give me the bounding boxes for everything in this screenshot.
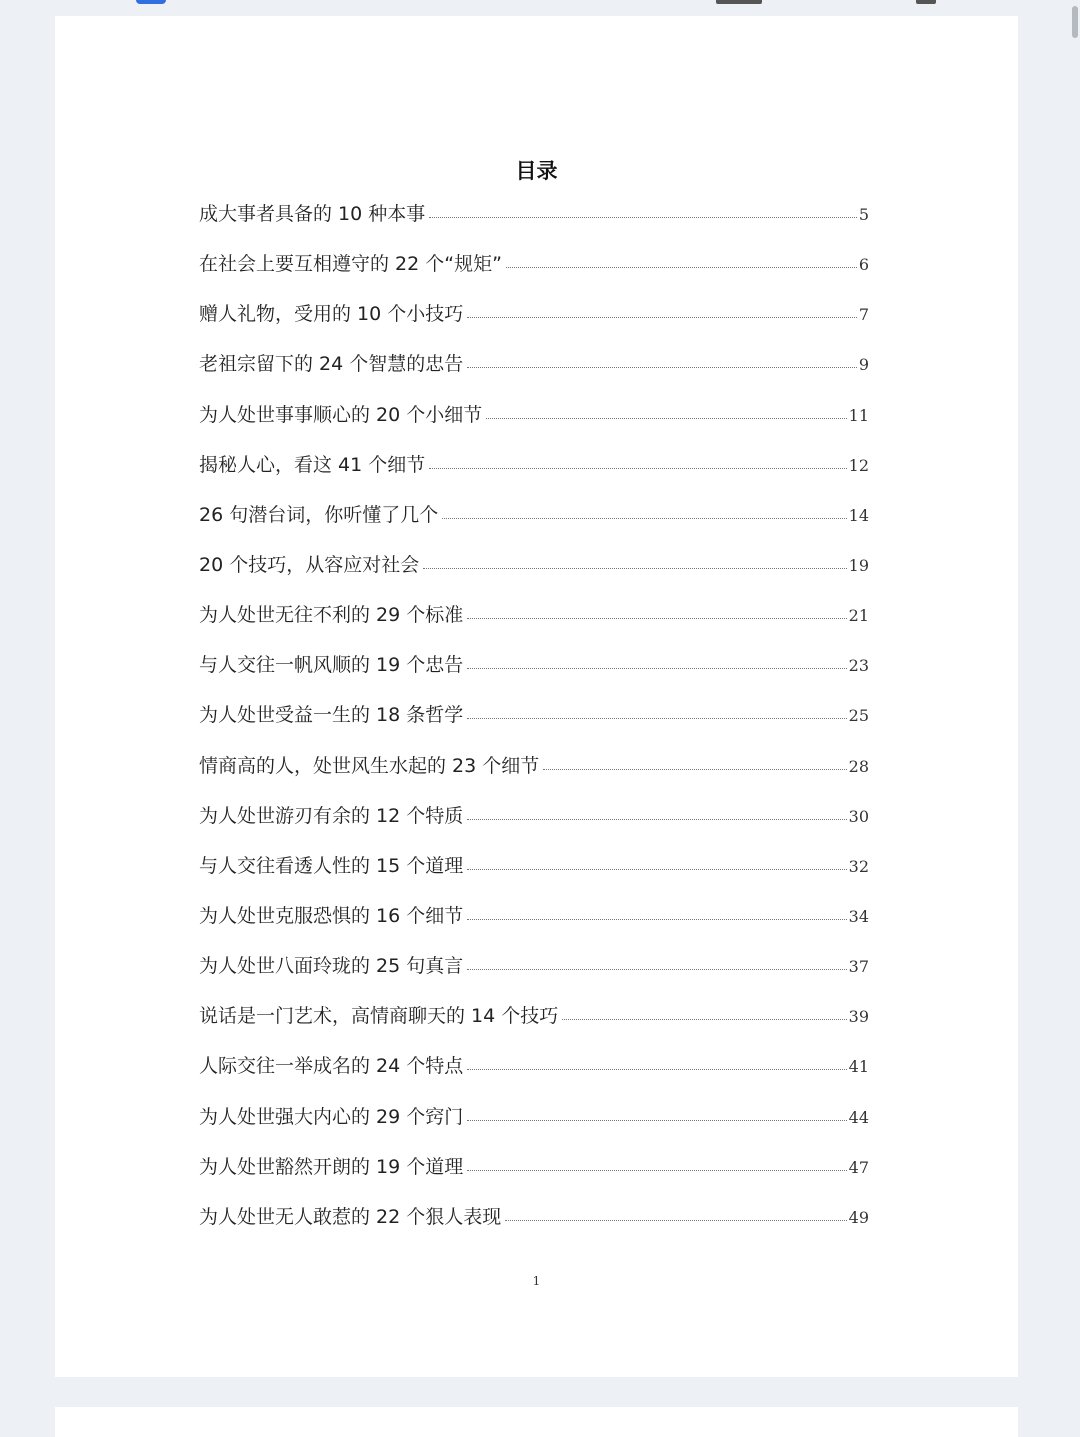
toc-entry-page-number: 12: [848, 455, 869, 475]
toc-entry[interactable]: [199, 751, 869, 801]
toc-entry-label: 为人处世强大内心的 29 个窍门: [199, 1105, 464, 1128]
toc-entry[interactable]: [199, 1202, 869, 1252]
toc-entry[interactable]: [199, 700, 869, 750]
dot-leader: [486, 417, 846, 419]
toc-entry-label: 揭秘人心，看这 41 个细节: [199, 453, 426, 476]
toc-entry-page-number: 5: [858, 205, 869, 224]
dot-leader: [543, 768, 846, 770]
dot-leader: [467, 1068, 846, 1070]
toc-entry[interactable]: [199, 349, 869, 399]
toc-entry-page-number: 39: [848, 1007, 869, 1027]
toc-entry-page-number: 41: [848, 1057, 869, 1077]
dot-leader: [467, 968, 846, 970]
status-icon: [716, 0, 762, 4]
toc-entry-label: 在社会上要互相遵守的 22 个“规矩”: [199, 253, 502, 276]
toc-entry-page-number: 30: [848, 806, 869, 826]
toc-entry-page-number: 44: [848, 1107, 869, 1127]
toc-entry-label: 老祖宗留下的 24 个智慧的忠告: [199, 353, 464, 376]
toc-entry[interactable]: [199, 249, 869, 299]
toc-entry-page-number: 9: [858, 355, 869, 375]
toc-entry[interactable]: [199, 1001, 869, 1051]
toc-entry[interactable]: [199, 1102, 869, 1152]
toc-entry-label: 成大事者具备的 10 种本事: [199, 203, 426, 225]
toc-entry-label: 说话是一门艺术，高情商聊天的 14 个技巧: [199, 1005, 559, 1028]
toc-entry-label: 为人处世事事顺心的 20 个小细节: [199, 403, 483, 426]
toc-entry-page-number: 14: [848, 505, 869, 525]
dot-leader: [467, 868, 846, 870]
dot-leader: [442, 517, 846, 519]
toc-entry-page-number: 47: [848, 1157, 869, 1177]
dot-leader: [467, 667, 846, 669]
toc-entry[interactable]: [199, 1152, 869, 1202]
toc-entry-page-number: 19: [848, 555, 869, 575]
scrollbar-thumb[interactable]: [1072, 6, 1078, 38]
toc-entry-label: 为人处世无人敢惹的 22 个狠人表现: [199, 1205, 502, 1228]
toc-entry-label: 与人交往看透人性的 15 个道理: [199, 854, 464, 877]
toc-entry-page-number: 6: [858, 255, 869, 275]
toc-entry-page-number: 49: [848, 1207, 869, 1227]
toc-entry[interactable]: [199, 199, 869, 249]
page-number: 1: [532, 1274, 541, 1288]
status-icon: [916, 0, 936, 4]
dot-leader: [467, 918, 846, 920]
toc-entry[interactable]: [199, 550, 869, 600]
toc-entry[interactable]: [199, 299, 869, 349]
toc-entry-label: 为人处世豁然开朗的 19 个道理: [199, 1155, 464, 1178]
toc-entry[interactable]: [199, 400, 869, 450]
toc-entry-label: 26 句潜台词，你听懂了几个: [199, 503, 439, 526]
toc-entry-label: 为人处世受益一生的 18 条哲学: [199, 704, 464, 727]
dot-leader: [467, 617, 846, 619]
toc-entry-page-number: 25: [848, 706, 869, 726]
toc-title: 目录: [515, 159, 558, 183]
toc-entry-page-number: 34: [848, 906, 869, 926]
toc-entry-page-number: 7: [858, 305, 869, 325]
dot-leader: [562, 1018, 846, 1020]
dot-leader: [505, 1219, 846, 1221]
toc-entry-page-number: 23: [848, 656, 869, 676]
status-bar: [0, 0, 1080, 14]
toc-entry-label: 为人处世克服恐惧的 16 个细节: [199, 904, 464, 927]
toc-entry[interactable]: [199, 450, 869, 500]
toc-entry-page-number: 28: [848, 756, 869, 776]
toc-entry[interactable]: [199, 600, 869, 650]
toc-entry-label: 赠人礼物，受用的 10 个小技巧: [199, 303, 464, 326]
toc-entry[interactable]: [199, 500, 869, 550]
dot-leader: [423, 567, 846, 569]
toc-entry-label: 情商高的人，处世风生水起的 23 个细节: [199, 754, 540, 777]
dot-leader: [467, 1119, 846, 1121]
dot-leader: [467, 818, 846, 820]
dot-leader: [429, 467, 846, 469]
toc-entry-label: 与人交往一帆风顺的 19 个忠告: [199, 654, 464, 677]
dot-leader: [506, 266, 857, 268]
toc-entry-label: 为人处世八面玲珑的 25 句真言: [199, 955, 464, 978]
toc-entry-page-number: 11: [848, 405, 869, 425]
toc-entry[interactable]: [199, 851, 869, 901]
dot-leader: [467, 717, 846, 719]
toc-entry-page-number: 32: [848, 856, 869, 876]
toc-entry-label: 20 个技巧，从容应对社会: [199, 553, 420, 576]
dot-leader: [467, 316, 857, 318]
dot-leader: [429, 216, 857, 218]
toc-entry[interactable]: [199, 801, 869, 851]
dot-leader: [467, 366, 857, 368]
toc-entry-page-number: 21: [848, 606, 869, 626]
dot-leader: [467, 1169, 846, 1171]
toc-entry[interactable]: [199, 901, 869, 951]
toc-entry[interactable]: [199, 650, 869, 700]
toc-entry-label: 人际交往一举成名的 24 个特点: [199, 1055, 464, 1078]
toc-entry-label: 为人处世游刃有余的 12 个特质: [199, 804, 464, 827]
toc-entry[interactable]: [199, 951, 869, 1001]
document-page: [55, 16, 1018, 1377]
toc-entry-page-number: 37: [848, 957, 869, 977]
toc-list: [199, 199, 869, 1252]
toc-entry[interactable]: [199, 1051, 869, 1101]
next-document-page: [55, 1407, 1018, 1437]
status-indicator-pill: [136, 0, 166, 4]
toc-entry-label: 为人处世无往不利的 29 个标准: [199, 604, 464, 627]
